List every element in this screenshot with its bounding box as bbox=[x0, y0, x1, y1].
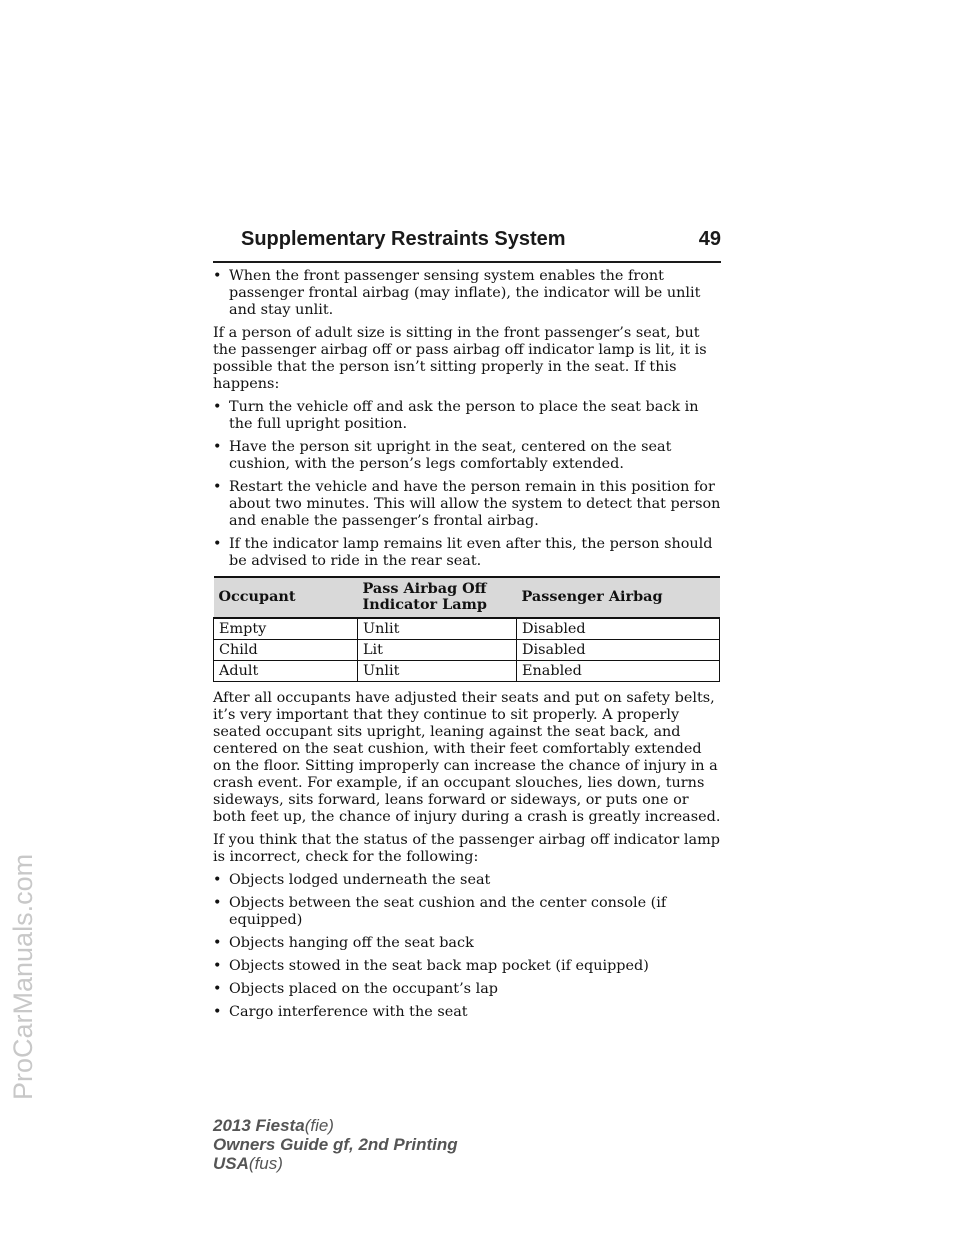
list-item bbox=[213, 399, 723, 433]
list-item-text: Objects lodged underneath the seat bbox=[229, 872, 491, 888]
bullet-icon: • bbox=[213, 958, 222, 974]
table-header-row bbox=[214, 577, 720, 618]
column-header: Pass Airbag Off Indicator Lamp bbox=[358, 577, 517, 618]
bullet-icon: • bbox=[213, 439, 222, 455]
list-item bbox=[213, 958, 723, 975]
bullet-icon: • bbox=[213, 895, 222, 911]
list-item bbox=[213, 536, 723, 570]
list-item-text: If the indicator lamp remains lit even after this, the person should be advised to ride in the rear seat. bbox=[229, 536, 713, 569]
list-item bbox=[213, 439, 723, 473]
list-item-text: When the front passenger sensing system enables the front passenger frontal airbag (may inflate), the indicator will be unlit and stay unlit. bbox=[229, 268, 701, 318]
list-item-text: Turn the vehicle off and ask the person to place the seat back in the full upright position. bbox=[229, 399, 699, 432]
vehicle-model: 2013 Fiesta bbox=[213, 1116, 305, 1135]
table-cell: Unlit bbox=[358, 661, 517, 682]
table-cell: Child bbox=[214, 640, 358, 661]
watermark: ProCarManuals.com bbox=[8, 853, 38, 1100]
bullet-icon: • bbox=[213, 399, 222, 415]
list-item-text: Objects stowed in the seat back map pocket (if equipped) bbox=[229, 958, 649, 974]
table-cell: Enabled bbox=[517, 661, 720, 682]
paragraph: If a person of adult size is sitting in the front passenger’s seat, but the passenger airbag off or pass airbag off indicator lamp is lit, it is possible that the person isn’t sitting properly in the seat. If this happens: bbox=[213, 325, 707, 392]
list-item-text: Have the person sit upright in the seat, centered on the seat cushion, with the person’s legs comfortably extended. bbox=[229, 439, 672, 472]
model-code: (fie) bbox=[304, 1116, 334, 1135]
footer-line bbox=[213, 1154, 458, 1173]
table-cell: Disabled bbox=[517, 618, 720, 640]
market: USA bbox=[213, 1154, 249, 1173]
header-rule bbox=[213, 261, 721, 263]
page-footer bbox=[213, 1116, 458, 1173]
list-item-text: Objects between the seat cushion and the center console (if equipped) bbox=[229, 895, 667, 928]
column-header: Passenger Airbag bbox=[517, 577, 720, 618]
indicator-status-table bbox=[213, 576, 720, 682]
bullet-icon: • bbox=[213, 268, 222, 284]
bullet-icon: • bbox=[213, 872, 222, 888]
bullet-icon: • bbox=[213, 479, 222, 495]
table-row bbox=[214, 618, 720, 640]
page-header bbox=[241, 228, 721, 264]
paragraph: If you think that the status of the passenger airbag off indicator lamp is incorrect, check for the following: bbox=[213, 832, 720, 865]
paragraph: After all occupants have adjusted their seats and put on safety belts, it’s very important that they continue to sit properly. A properly seated occupant sits upright, leaning against the seat back, and centered on the seat cushion, with their feet comfortably extended on the floor. Sitting improperly can increase the chance of injury in a crash event. For example, if an occupant slouches, lies down, turns sideways, sits forward, leans forward or sideways, or puts one or both feet up, the chance of injury during a crash is greatly increased. bbox=[213, 690, 721, 825]
list-item bbox=[213, 935, 723, 952]
table-cell: Empty bbox=[214, 618, 358, 640]
table-cell: Unlit bbox=[358, 618, 517, 640]
list-item bbox=[213, 268, 723, 319]
list-item bbox=[213, 895, 723, 929]
table-row bbox=[214, 661, 720, 682]
bullet-icon: • bbox=[213, 935, 222, 951]
list-item bbox=[213, 479, 723, 530]
table-cell: Lit bbox=[358, 640, 517, 661]
table-cell: Adult bbox=[214, 661, 358, 682]
page-content bbox=[213, 268, 723, 1027]
list-item bbox=[213, 1004, 723, 1021]
bullet-icon: • bbox=[213, 536, 222, 552]
bullet-icon: • bbox=[213, 1004, 222, 1020]
list-item bbox=[213, 981, 723, 998]
footer-line bbox=[213, 1116, 458, 1135]
page-number: 49 bbox=[698, 228, 721, 250]
footer-line bbox=[213, 1135, 458, 1154]
guide-edition: Owners Guide gf, 2nd Printing bbox=[213, 1135, 458, 1154]
bullet-icon: • bbox=[213, 981, 222, 997]
section-title: Supplementary Restraints System bbox=[241, 228, 566, 250]
list-item-text: Restart the vehicle and have the person remain in this position for about two minutes. This will allow the system to detect that person and enable the passenger’s frontal airbag. bbox=[229, 479, 721, 529]
list-item-text: Objects placed on the occupant’s lap bbox=[229, 981, 499, 997]
column-header: Occupant bbox=[214, 577, 358, 618]
list-item-text: Cargo interference with the seat bbox=[229, 1004, 468, 1020]
list-item bbox=[213, 872, 723, 889]
table-cell: Disabled bbox=[517, 640, 720, 661]
list-item-text: Objects hanging off the seat back bbox=[229, 935, 474, 951]
table-row bbox=[214, 640, 720, 661]
market-code: (fus) bbox=[248, 1154, 283, 1173]
